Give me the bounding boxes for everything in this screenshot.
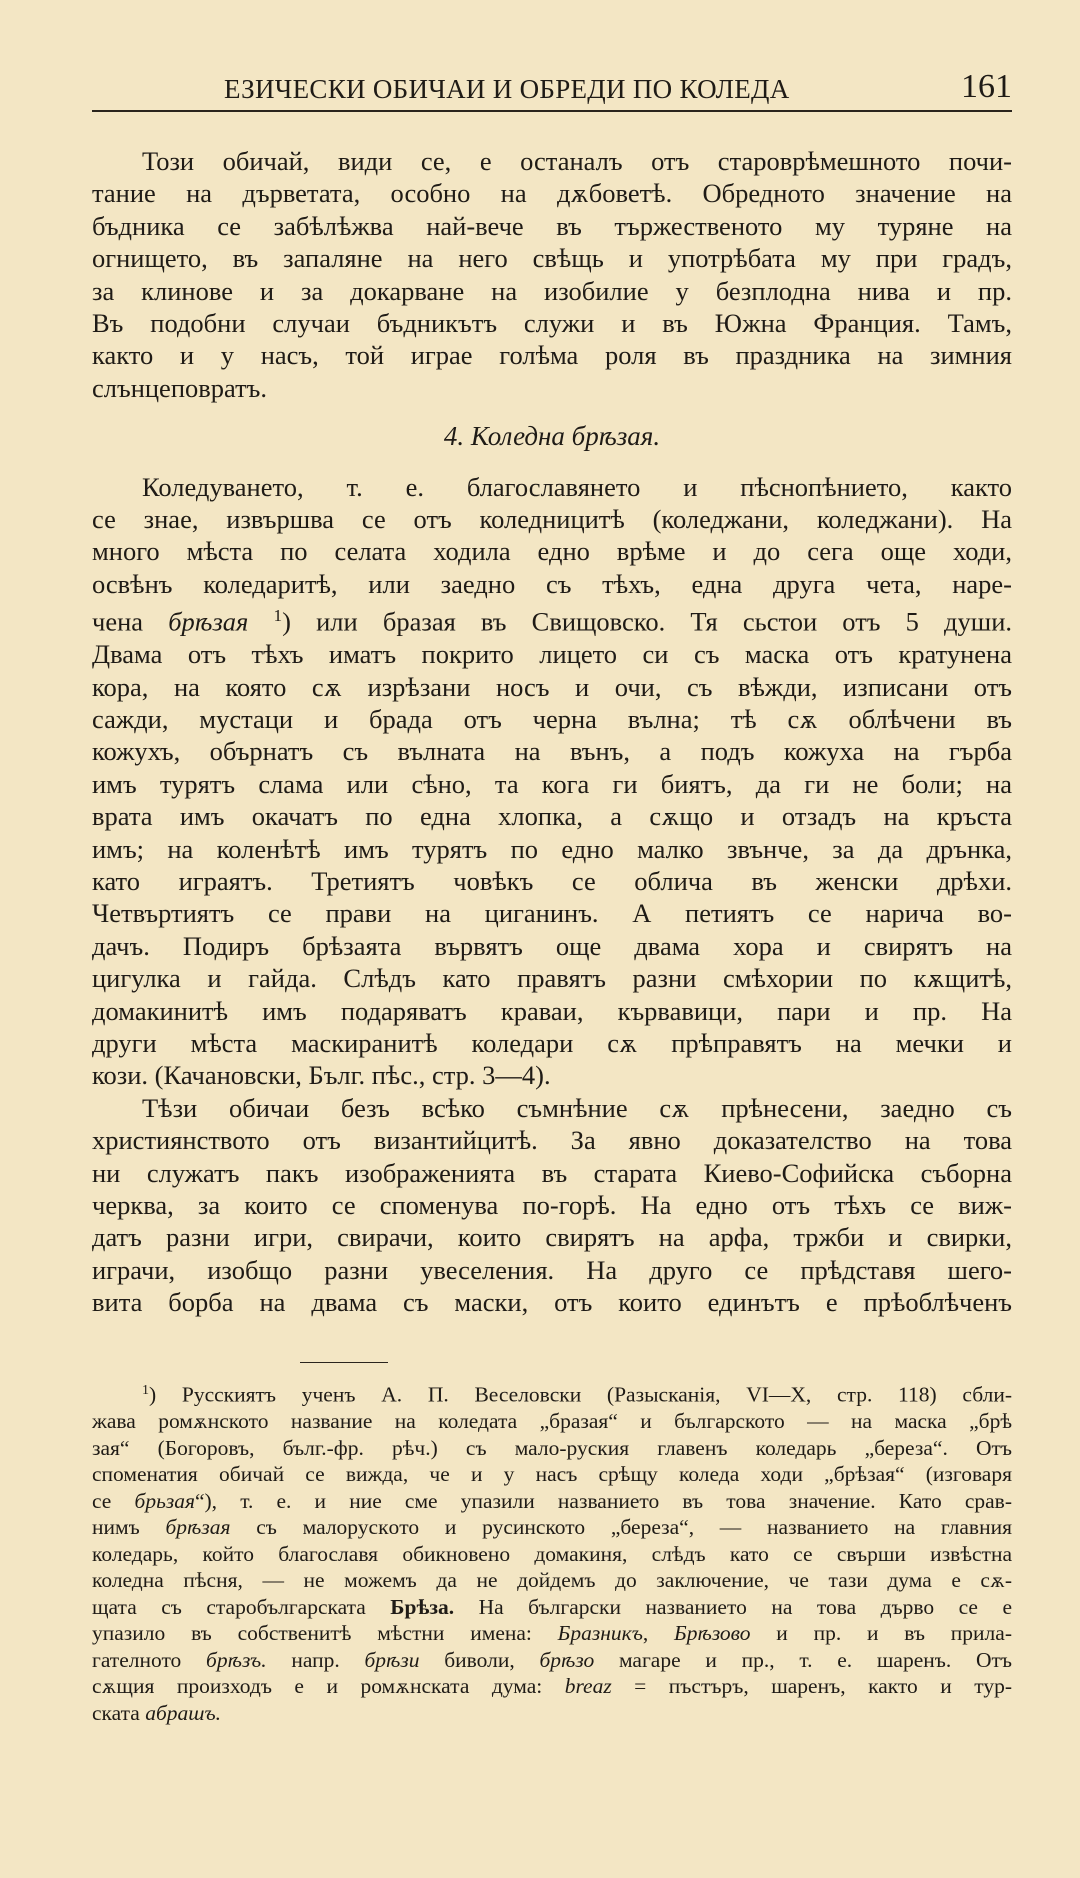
text-line (92, 1647, 1012, 1674)
text-line: Двама отъ тѣхъ иматъ покрито лицето си съ маска отъ кратунена (92, 639, 1012, 670)
text-line: бъдника се забѣлѣжва най-вече въ тържественото му туряне на (92, 210, 1012, 241)
italic-term: абрашъ. (145, 1700, 222, 1725)
text-fragment: чена (92, 606, 169, 637)
text-line: зая“ (Богоровъ, бълг.-фр. рѣч.) съ мало-руския главенъ коледарь „береза“. Отъ (92, 1435, 1012, 1460)
text-line: играчи, изобщо разни увеселения. На друго се прѣдставя шего- (92, 1254, 1012, 1285)
text-line (92, 1488, 1012, 1515)
text-fragment: , (642, 1621, 675, 1646)
text-line (92, 1673, 1012, 1700)
text-fragment: = пъстъръ, шаренъ, както и тур- (611, 1674, 1013, 1699)
text-line: датъ разни игри, свирачи, които свирятъ на арфа, тржби и свирки, (92, 1222, 1012, 1253)
text-line: Тѣзи обичаи безъ всѣко съмнѣние сѫ прѣнесени, заедно съ (142, 1092, 1012, 1123)
text-line: християнството отъ византийцитѣ. За явно доказателство на това (92, 1125, 1012, 1156)
italic-term: брьзая (134, 1488, 195, 1513)
italic-term: Брѣзово (674, 1621, 751, 1646)
text-line: дачъ. Подиръ брѣзаята вървятъ още двама хора и свирятъ на (92, 930, 1012, 961)
text-line: като играятъ. Третиятъ човѣкъ се облича въ женски дрѣхи. (92, 866, 1012, 896)
text-line: огнището, въ запаляне на него свѣщь и употрѣбата му при градъ, (92, 243, 1012, 274)
paragraph-3 (92, 1092, 1012, 1319)
text-line: много мѣста по селата ходила едно врѣме и до сега още ходи, (92, 536, 1012, 567)
running-title: ЕЗИЧЕСКИ ОБИЧАИ И ОБРЕДИ ПО КОЛЕДА (224, 74, 790, 104)
text-fragment: сѫщия произходъ е и ромѫнската дума: (92, 1674, 565, 1699)
text-line: както и у насъ, той играе голѣма роля въ праздника на зимния (92, 340, 1012, 371)
text-line: слънцеповратъ. (92, 372, 267, 403)
text-line: Този обичай, види се, е останалъ отъ староврѣмешното почи- (142, 146, 1012, 176)
text-fragment: гателното (92, 1647, 207, 1672)
text-line: освѣнъ коледаритѣ, или заедно съ тѣхъ, една друга чета, наре- (92, 568, 1012, 599)
text-line: споменатия обичай се вижда, че и у насъ срѣщу коледа ходи „брѣзая“ (изговаря (92, 1462, 1012, 1487)
italic-term: брѣзъ. (206, 1647, 267, 1672)
text-fragment: магаре и пр., т. е. шаренъ. Отъ (594, 1647, 1013, 1672)
text-fragment: ) или бразая въ Свищовско. Тя сьстои отъ 5 души. (282, 606, 1012, 637)
text-line: кора, на която сѫ изрѣзани носъ и очи, съ вѣжди, изписани отъ (92, 671, 1012, 702)
text-fragment: се (92, 1488, 135, 1513)
footnote-reference[interactable]: 1 (273, 606, 283, 626)
bold-term: Брѣза. (390, 1594, 455, 1619)
text-line (92, 1700, 1012, 1727)
footnote-marker: 1 (142, 1383, 149, 1398)
paragraph-2 (92, 471, 1012, 1092)
text-line: за клинове и за докарване на изобилие у безплодна нива и пр. (92, 275, 1012, 306)
text-line: домакинитѣ имъ подаряватъ краваи, кървавици, пари и пр. На (92, 995, 1012, 1026)
text-line: имъ турятъ слама или сѣно, та кога ги биятъ, да ги не боли; на (92, 768, 1012, 799)
text-fragment: На български названието на това дърво се е (454, 1594, 1012, 1619)
text-line: коледарь, който благославя обикновено домакиня, слѣдъ като се свърши извѣстна (92, 1541, 1012, 1566)
italic-term: Бразникъ (557, 1621, 643, 1646)
italic-term: брѣзи (364, 1647, 420, 1672)
text-line: Четвъртиятъ се прави на циганинъ. А петиятъ се нарича во- (92, 898, 1012, 929)
text-fragment: ската (92, 1700, 146, 1725)
paragraph-1 (92, 145, 1012, 404)
page-header (92, 68, 1012, 112)
text-line: черква, за които се споменува по-горѣ. На едно отъ тѣхъ се виж- (92, 1190, 1012, 1221)
text-line (92, 1514, 1012, 1541)
header-rule (92, 110, 1012, 112)
italic-term: breaz (564, 1674, 612, 1699)
text-fragment: щата съ старобългарската (92, 1594, 391, 1619)
footnote (92, 1378, 1012, 1726)
text-line: други мѣста маскиранитѣ коледари сѫ прѣправятъ на мечки и (92, 1028, 1012, 1059)
text-line: вита борба на двама съ маски, отъ които единътъ е прѣоблѣченъ (92, 1287, 1012, 1318)
text-line: жава ромѫнското название на коледата „бразая“ и българското — на маска „брѣ (92, 1409, 1012, 1434)
italic-term: брѣзая (168, 606, 249, 637)
text-fragment: и пр. и въ прила- (750, 1621, 1012, 1646)
text-line (92, 1594, 1012, 1621)
text-line (92, 1378, 1012, 1408)
text-line: цигулка и гайда. Слѣдъ като правятъ разни смѣхории по кѫщитѣ, (92, 963, 1012, 994)
text-line: врата имъ окачатъ по една хлопка, а сѫщо и отзадъ на кръста (92, 801, 1012, 832)
text-fragment: напр. (266, 1647, 365, 1672)
text-line (92, 600, 1012, 638)
text-fragment: упазило въ собственитѣ мѣстни имена: (92, 1621, 558, 1646)
footnote-divider (300, 1362, 388, 1363)
text-line: имъ; на коленѣтѣ имъ турятъ по едно малко звънче, за да дрънка, (92, 833, 1012, 864)
text-line: ни служатъ пакъ изображенията въ старата Киево-Софийска съборна (92, 1157, 1012, 1188)
text-line: се знае, извършва се отъ коледницитѣ (коледжани, коледжани). На (92, 504, 1012, 535)
text-fragment: биволи, (419, 1647, 540, 1672)
text-line (92, 1620, 1012, 1647)
italic-term: брѣзо (539, 1647, 595, 1672)
section-heading: 4. Коледна брѣзая. (443, 421, 661, 452)
italic-term: брѣзая (165, 1515, 231, 1540)
text-fragment: нимъ (92, 1515, 166, 1540)
text-line: кози. (Качановски, Бълг. пѣс., стр. 3—4). (92, 1060, 551, 1091)
text-line: Коледуването, т. е. благославянето и пѣснопѣнието, както (142, 471, 1012, 502)
main-text (92, 145, 1012, 1319)
text-fragment: ) Русскиятъ ученъ А. П. Веселовски (Разысканія, VI—X, стр. 118) сбли- (148, 1382, 1012, 1407)
text-line: сажди, мустаци и брада отъ черна вълна; тѣ сѫ облѣчени въ (92, 703, 1012, 734)
text-line: Въ подобни случаи бъдникътъ служи и въ Южна Франция. Тамъ, (92, 308, 1012, 339)
page-number: 161 (961, 68, 1012, 105)
text-fragment: “), т. е. и ние сме упазили названието въ това значение. Като срав- (194, 1488, 1012, 1513)
text-line: коледна пѣсня, — не можемъ да не дойдемъ до заключение, че тази дума е сѫ- (92, 1568, 1012, 1593)
text-fragment: съ малорускoто и русинското „береза“, — названието на главния (230, 1515, 1012, 1540)
text-line: кожухъ, обърнатъ съ вълната на вънъ, а подъ кожуха на гърба (92, 736, 1012, 767)
text-line: тание на дърветата, особно на дѫбоветѣ. Обредното значение на (92, 178, 1012, 209)
